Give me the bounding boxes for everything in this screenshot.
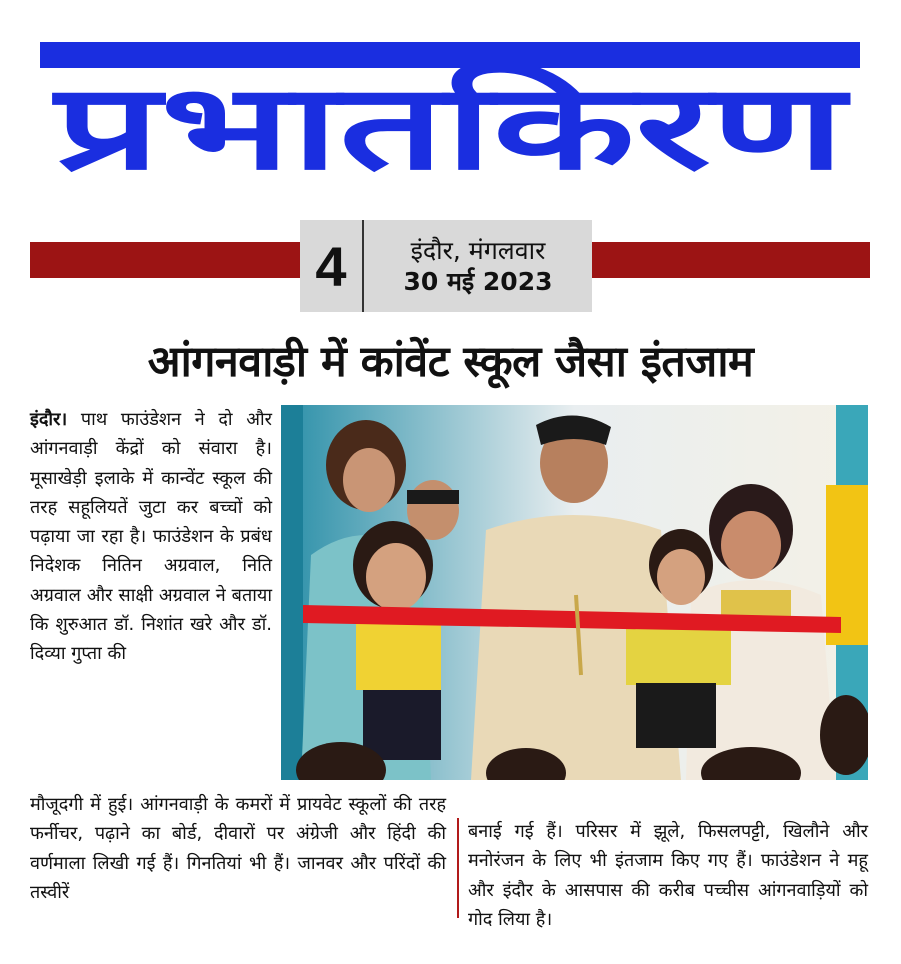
dateline-lead: इंदौर।	[30, 409, 68, 430]
article-column-3: बनाई गई हैं। परिसर में झूले, फिसलपट्टी, खिलौने और मनोरंजन के लिए भी इंतजाम किए गए हैं। फाउंडेशन ने महू और इंदौर के आसपास की करीब पच्चीस आंगनवाड़ियों को गोद लिया है।	[468, 821, 868, 930]
red-band-left	[30, 242, 300, 278]
column-divider	[457, 818, 459, 918]
masthead-logo	[40, 40, 860, 195]
article-column-1	[30, 405, 272, 669]
article-headline: आंगनवाड़ी में कांवेंट स्कूल जैसा इंतजाम	[147, 337, 754, 387]
date-block	[364, 220, 592, 312]
masthead-title: प्रभातकिरण	[51, 58, 851, 195]
issue-date: 30 मई 2023	[403, 267, 553, 296]
red-band-right	[592, 242, 870, 278]
city-day: इंदौर, मंगलवार	[410, 235, 546, 265]
page-number: 4	[300, 220, 364, 312]
dateline-box	[300, 220, 592, 312]
column-1-text: पाथ फाउंडेशन ने दो और आंगनवाड़ी केंद्रों को संवारा है। मूसाखेड़ी इलाके में कान्वेंट स्कूल की तरह सहूलियतें जुटा कर बच्चों को पढ़ाया जा रहा है। फाउंडेशन के प्रबंध निदेशक नितिन अग्रवाल, निति अग्रवाल और साक्षी अग्रवाल ने बताया कि शुरुआत डॉ. निशांत खरे और डॉ. दिव्या गुप्ता की	[30, 409, 272, 665]
article-column-2: मौजूदगी में हुई। आंगनवाड़ी के कमरों में प्रायवेट स्कूलों की तरह फर्नीचर, पढ़ाने का बोर्ड, दीवारों पर अंग्रेजी और हिंदी की वर्णमाला लिखी गई हैं। गिनतियां भी हैं। जानवर और परिंदों की तस्वीरें	[30, 794, 446, 903]
ribbon-cutting-photo	[281, 405, 868, 780]
